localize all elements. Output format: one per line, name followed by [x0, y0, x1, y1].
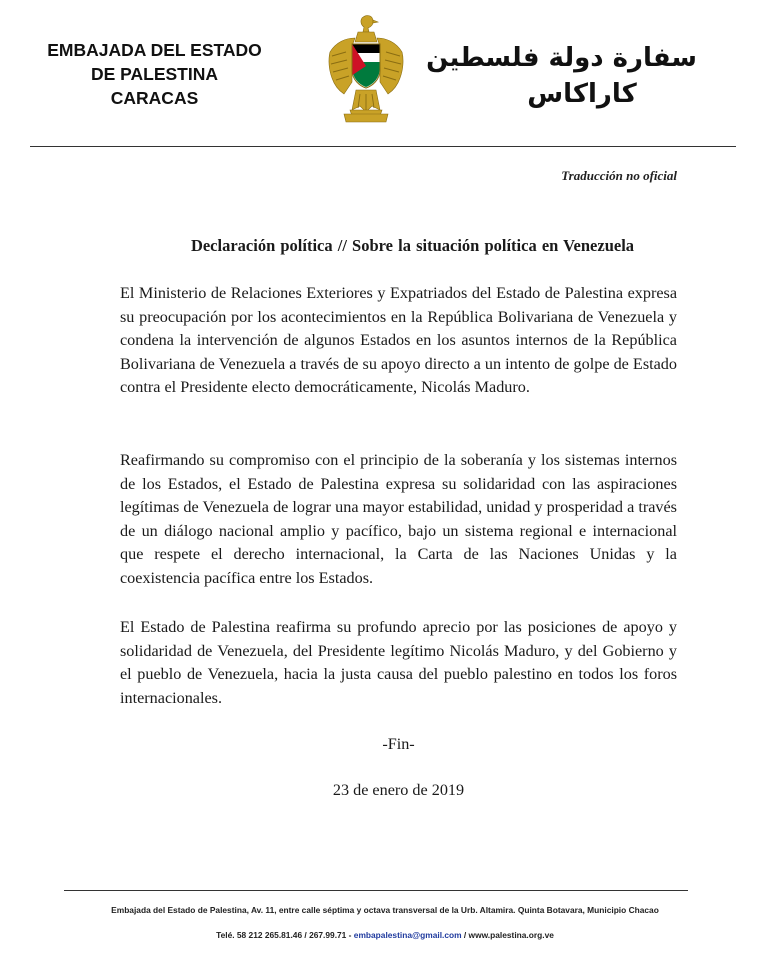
embassy-name-line-2: DE PALESTINA: [90, 64, 219, 84]
body-paragraph: Reafirmando su compromiso con el principio de la soberanía y los sistemas internos de los Estados, el Estado de Palestina expresa su solidaridad con las aspiraciones legítimas de Venezuela de lograr una mayor estabilidad, unidad y prosperidad a través de un diálogo nacional amplio y pacífico, bajo un sistema regional e internacional que respete el derecho internacional, la Carta de las Naciones Unidas y la coexistencia pacífica entre los Estados.: [120, 451, 677, 587]
header-divider: [30, 146, 736, 147]
footer-phone: Telé. 58 212 265.81.46 / 267.99.71 -: [216, 930, 352, 940]
footer-email-link[interactable]: embapalestina@gmail.com: [353, 930, 462, 940]
document-title: Declaración política // Sobre la situación política en Venezuela: [190, 236, 635, 255]
footer-website-link[interactable]: / www.palestina.org.ve: [463, 930, 554, 940]
body-paragraph: El Ministerio de Relaciones Exteriores y Expatriados del Estado de Palestina expresa su preocupación por los acontecimientos en la República Bolivariana de Venezuela y condena la intervención de algunos Estados en los asuntos internos de la República Bolivariana de Venezuela a través de su apoyo directo a un intento de golpe de Estado contra el Presidente electo democráticamente, Nicolás Maduro.: [120, 284, 677, 396]
footer-address: Embajada del Estado de Palestina, Av. 11, entre calle séptima y octava transversal de la Urb. Altamira. Quinta Botavara, Municipio Chacao: [111, 905, 659, 915]
embassy-name-spanish: [22, 38, 287, 110]
embassy-name-arabic-line-1: سفارة دولة فلسطين: [426, 43, 697, 73]
body-paragraph: El Estado de Palestina reafirma su profundo aprecio por las posiciones de apoyo y solidaridad de Venezuela, del Presidente legítimo Nicolás Maduro, y del Gobierno y el pueblo de Venezuela, hacia la justa causa del pueblo palestino en todos los foros internacionales.: [120, 618, 677, 707]
embassy-name-arabic: [426, 40, 697, 112]
embassy-name-line-3: CARACAS: [110, 88, 199, 108]
footer-divider: [64, 890, 688, 891]
unofficial-translation-note: Traducción no oficial: [561, 168, 677, 183]
embassy-name-arabic-line-2: كاراكاس: [527, 79, 637, 109]
palestinian-eagle-emblem-icon: [322, 12, 410, 124]
footer-contact: [40, 930, 730, 940]
document-date: 23 de enero de 2019: [332, 781, 465, 799]
closing-mark: -Fin-: [382, 735, 415, 753]
embassy-name-line-1: EMBAJADA DEL ESTADO: [47, 40, 262, 60]
